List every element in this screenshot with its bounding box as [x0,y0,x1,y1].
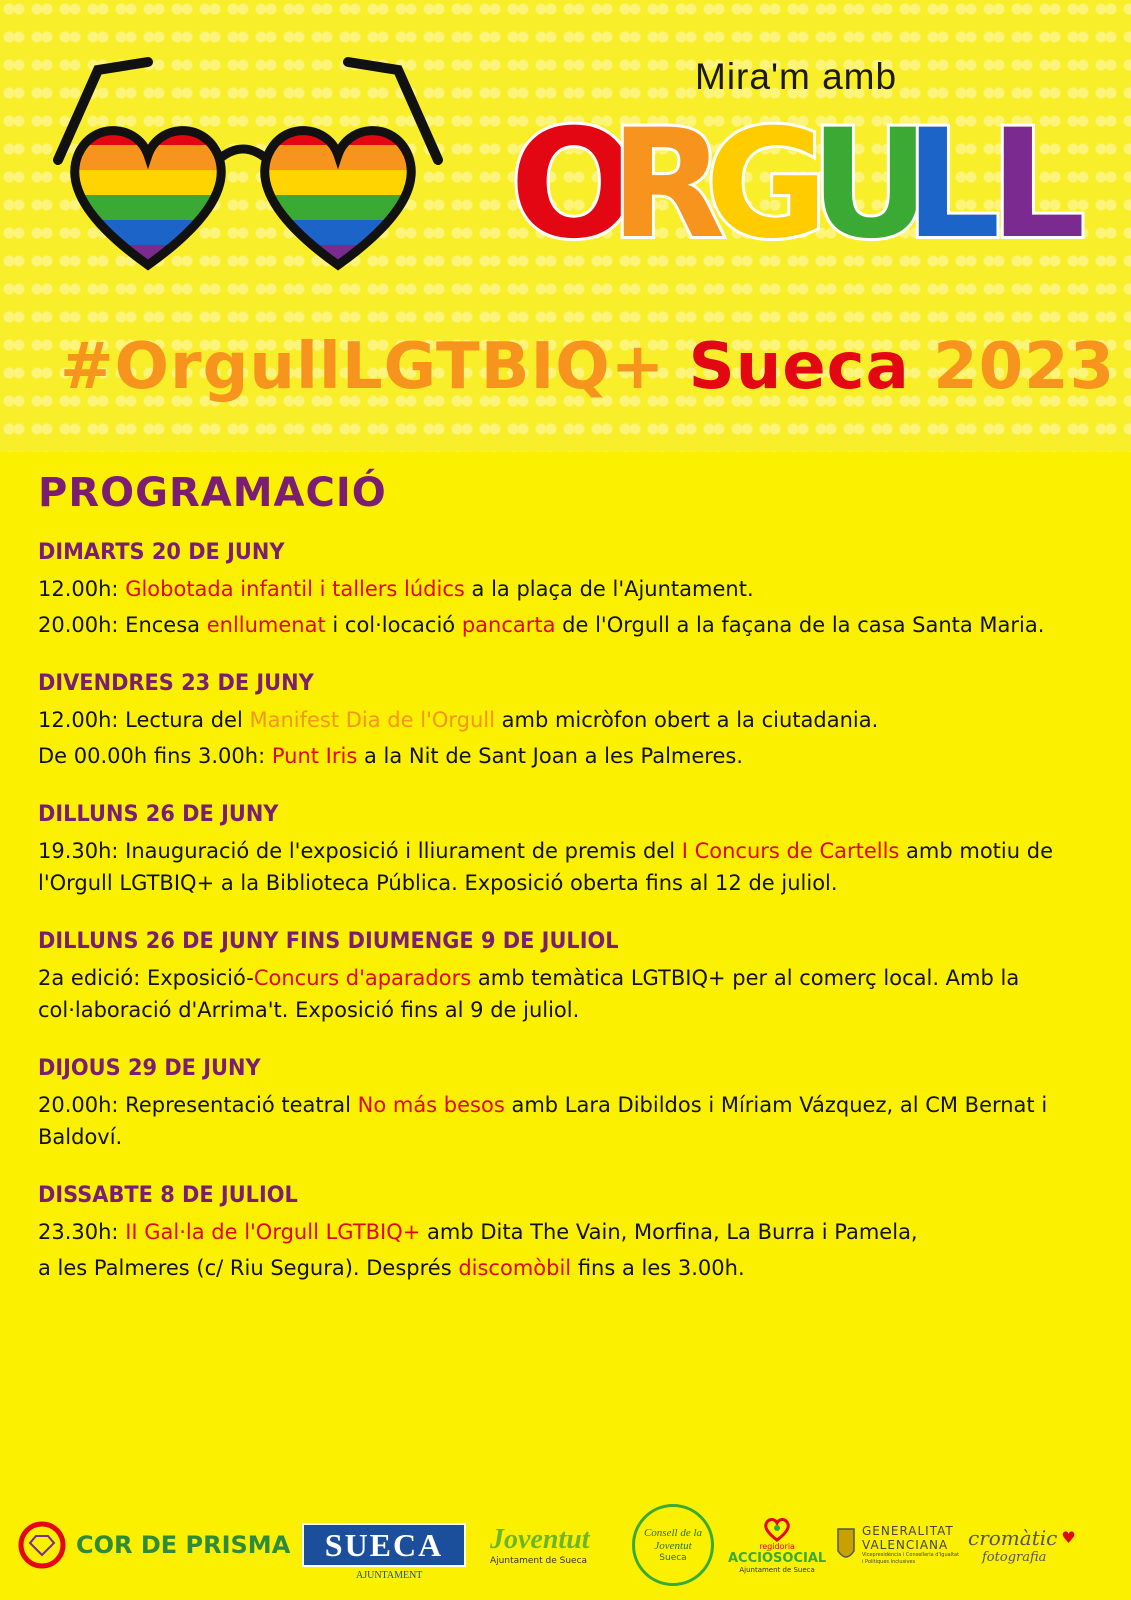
program-title: PROGRAMACIÓ [38,470,387,516]
event-highlight: I Concurs de Cartells [681,839,900,863]
event-text: De 00.00h fins 3.00h: [38,744,272,768]
consell-joventut-logo: Consell de la Joventut Sueca [632,1510,714,1580]
event-line [38,704,1098,736]
day-heading: DIMARTS 20 DE JUNY [38,540,285,565]
event-highlight: No más besos [357,1093,505,1117]
event-line [38,1089,1098,1153]
event-line [38,1216,1098,1248]
event-text: amb Lara Dibildos i Míriam Vázquez, al CM Bernat i Baldoví. [38,1093,1048,1149]
day-heading: DILLUNS 26 DE JUNY FINS DIUMENGE 9 DE JULIOL [38,929,619,954]
event-text: i col·locació [325,613,462,637]
program-days [38,540,1098,1284]
orgull-title [510,108,1090,258]
event-line [38,609,1098,641]
day-heading: DIJOUS 29 DE JUNY [38,1056,261,1081]
event-line [38,573,1098,605]
event-line [38,962,1098,1026]
shield-icon [836,1525,856,1565]
event-text: 23.30h: [38,1220,126,1244]
event-line [38,740,1098,772]
event-text: 12.00h: Lectura del [38,708,250,732]
program-section [38,470,1098,1314]
title-letter: U [810,108,932,258]
title-letter: L [990,108,1086,258]
day-heading: DILLUNS 26 DE JUNY [38,802,279,827]
event-text: 20.00h: Encesa [38,613,207,637]
event-highlight: enllumenat [206,613,326,637]
event-text: 20.00h: Representació teatral [38,1093,358,1117]
event-highlight: Globotada infantil i tallers lúdics [125,577,465,601]
event-highlight: discomòbil [458,1256,572,1280]
event-text: amb temàtica LGTBIQ+ per al comerç local. Amb la col·laboració d'Arrima't. Exposició fins al 9 de juliol. [38,966,1020,1022]
title-letter: L [905,108,1001,258]
event-highlight: Manifest Dia de l'Orgull [249,708,495,732]
event-text: 19.30h: Inauguració de l'exposició i lliurament de premis del [38,839,682,863]
heart-icon: ♥ [1061,1528,1076,1547]
day-heading: DIVENDRES 23 DE JUNY [38,671,314,696]
event-line [38,1252,1098,1284]
header-banner [0,0,1131,452]
title-letter: O [510,108,638,258]
event-hashtag-title: #OrgullLGTBIQ+ Sueca 2023 [60,330,1116,404]
event-text: 2a edició: Exposició- [38,966,254,990]
event-text: a la Nit de Sant Joan a les Palmeres. [357,744,743,768]
cromatic-logo: cromàtic ♥ fotografia [968,1525,1076,1565]
event-text: amb micròfon obert a la ciutadania. [494,708,879,732]
heart-people-icon [762,1516,792,1542]
title-letter: R [610,108,726,258]
event-text: fins a les 3.00h. [571,1256,745,1280]
prism-heart-icon [18,1521,66,1569]
accio-social-logo: regidoria ACCIÓSOCIAL Ajuntament de Sueca [728,1510,826,1580]
event-text: a la plaça de l'Ajuntament. [464,577,754,601]
generalitat-logo: GENERALITAT VALENCIANA Vicepresidència i Conselleria d'Igualtat i Polítiques Inclusives [836,1510,962,1580]
event-text: de l'Orgull a la façana de la casa Santa Maria. [555,613,1045,637]
event-highlight: Concurs d'aparadors [253,966,472,990]
program-day [38,540,1098,641]
title-letter: G [705,108,829,258]
tagline: Mira'm amb [695,56,898,97]
event-text: amb motiu de l'Orgull LGTBIQ+ a la Biblioteca Pública. Exposició oberta fins al 12 de juliol. [38,839,1053,895]
program-day [38,929,1098,1026]
event-text: a les Palmeres (c/ Riu Segura). Després [38,1256,459,1280]
sueca-ajuntament-logo: SUECA [302,1510,466,1580]
program-day [38,671,1098,772]
event-text: 12.00h: [38,577,126,601]
joventut-logo: Joventut Ajuntament de Sueca [490,1524,590,1566]
program-day [38,1183,1098,1284]
cor-de-prisma-logo: COR DE PRISMA [18,1510,290,1580]
sueca-subtitle: AJUNTAMENT [356,1570,423,1581]
event-text: amb Dita The Vain, Morfina, La Burra i Pamela, [420,1220,918,1244]
program-day [38,1056,1098,1153]
day-heading: DISSABTE 8 DE JULIOL [38,1183,298,1208]
event-highlight: Punt Iris [271,744,358,768]
event-highlight: II Gal·la de l'Orgull LGTBIQ+ [125,1220,421,1244]
event-highlight: pancarta [461,613,556,637]
rainbow-heart-glasses-icon [38,50,458,290]
program-day [38,802,1098,899]
event-line [38,835,1098,899]
